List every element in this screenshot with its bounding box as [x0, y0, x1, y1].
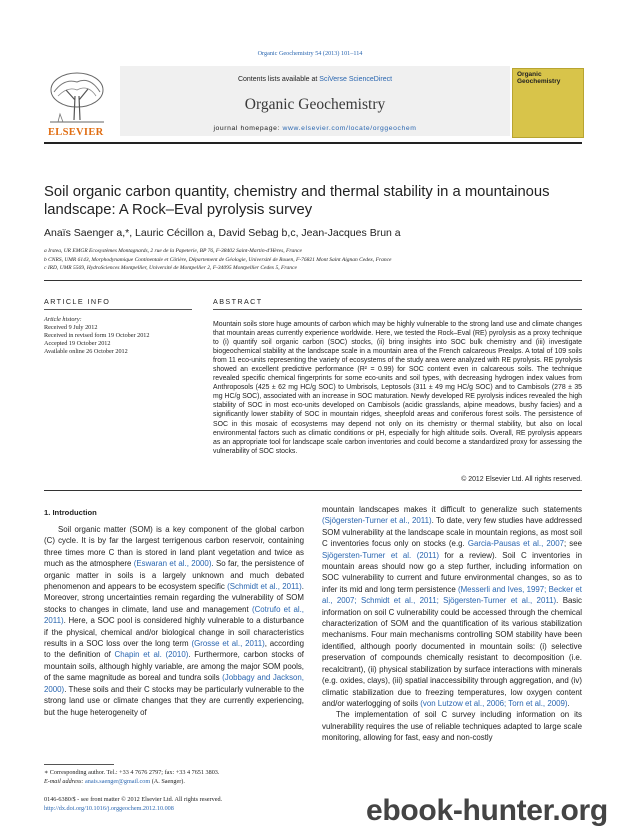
body-text: . Furthermore, carbon stocks of mountain soils, although highly variable, are among the major SOM pools, of the same magnitude as boreal and tundra soils [44, 650, 304, 683]
contents-line [120, 76, 510, 83]
citation-link[interactable]: (von Lutzow et al., 2006; Torn et al., 2009) [420, 698, 568, 708]
masthead-divider [44, 142, 582, 144]
doi-link[interactable]: http://dx.doi.org/10.1016/j.orggeochem.2012.10.008 [44, 804, 174, 812]
citation-link[interactable]: (Jobbagy and Jackson, 2000) [44, 673, 304, 694]
affiliation-c: c IRD, UMR 5569, HydroSciences Montpellier, Université de Montpellier 2, F-34095 Montpellier Cedex 5, France [44, 265, 297, 272]
citation-link[interactable]: Sjögersten-Turner et al. (2011) [322, 550, 439, 560]
history-online: Available online 26 October 2012 [44, 347, 128, 355]
sciencedirect-link[interactable]: SciVerse ScienceDirect [319, 76, 393, 83]
body-text: . [567, 698, 570, 708]
citation-link[interactable]: Garcia-Pausas et al., 2007 [467, 539, 564, 549]
citation-link[interactable]: (Grosse et al., 2011) [191, 639, 265, 649]
publication-meta [44, 796, 324, 814]
journal-citation-link[interactable]: Organic Geochemistry 54 (2013) 101–114 [257, 50, 363, 57]
journal-name: Organic Geochemistry [244, 96, 386, 113]
affiliations [44, 247, 584, 273]
body-column-right [322, 504, 582, 744]
citation-link[interactable]: (Messerli and Ives, 1997; Becker et al., 2007; Schmidt et al., 2011; Sjögersten-Turner et al., 2011) [322, 584, 582, 606]
contents-prefix: Contents lists available at [237, 76, 320, 83]
intro-paragraph-2: The implementation of soil C survey including information on its vulnerability requires the use of reliable techniques adapted to large scale monitoring, allowing for fast, easy and non-costly [322, 710, 582, 743]
abstract-text: Mountain soils store huge amounts of carbon which may be highly vulnerable to the strong land use and climate changes that mountain areas currently experience worldwide. Here, we tested the Rock–Eval (RE) pyrolysis as a proxy technique to (i) quantify soil organic carbon (SOC) stocks, (ii) bring insights into SOC bulk chemistry and (iii) investigate biogeochemical stability at the landscape scale in a mountain area of the French calcareous Prealps. A total of 109 soils from 11 eco-units representing the variety of ecosystems of the study area were analyzed with RE pyrolysis. RE pyrolysis showed an excellent predictive performance (R² = 0.99) for SOC content even in calcareous soils. The technique revealed specific chemical fingerprints for some eco-units and soil types, with decreasing hydrogen index values from Anthroposols (425 ± 62 mg HC/g SOC) to Umbrisols, Leptosols (311 ± 49 mg HC/g SOC) and to Cambisols (278 ± 35 mg HC/g SOC), associated with an increase in SOC maturation. Newly developed RE pyrolysis indices revealed the high stability of SOC in most eco-units developed on Cambisols (acidic grasslands, alpine meadows, bushy facies) and a significantly lower stability of SOC in mountain ridges, sheepfold areas and coniferous forest soils. The persistence of SOC in this mosaic of ecosystems may depend not only on its chemistry or thermal stability, but also on local environmental factors such as climatic conditions or pH, especially for high altitude soils. Overall, RE pyrolysis appears as an appropriate tool for landscape scale carbon inventories and could become a standardized proxy for assessing the vulnerability of SOC stocks. [213, 321, 582, 455]
email-label: E-mail address: [44, 778, 84, 786]
abstract-rule [213, 309, 582, 310]
corresponding-author-footnote [44, 768, 324, 787]
body-text: ; see [563, 539, 582, 549]
email-line [44, 777, 324, 786]
journal-cover-thumbnail [512, 68, 584, 138]
body-text: Soil organic matter (SOM) is a key component of the global carbon (C) cycle. It is by far the largest terrigenous carbon reservoir, containing three times more C than is stored in land plant vegetation and twice as much as the atmosphere [44, 525, 304, 569]
body-text: . Basic information on soil C vulnerability could be accessed through the chemical characterization of SOM and the quantification of its various stabilization mechanisms. Four main mechanisms controlling SOM stability have been identified, although poorly documented in mountain soils: (i) selective preservation of compounds chemically resistant to decomposition (i.e. recalcitrant), (ii) physical stabilization by surface interactions with minerals (e.g. oxides, clays), (iii) spatial inaccessibility through aggregation, and (iv) climatic stabilization due to freezing temperatures, low oxygen content and/or waterlogging of soils [322, 596, 582, 708]
citation-link[interactable]: (Eswaran et al., 2000) [133, 559, 212, 569]
citation-link[interactable]: (Sjögersten-Turner et al., 2011) [322, 516, 432, 526]
history-heading: Article history: [44, 316, 82, 323]
abstract-divider [44, 490, 582, 491]
body-text: . To date, very few studies have addressed SOM vulnerability at the landscape scale in mountain regions, as most soil C inventories focus only on stocks (e.g. [322, 516, 582, 549]
cover-title: Organic Geochemistry [517, 71, 561, 85]
article-history [44, 316, 194, 356]
body-text: , according to the definition of [44, 639, 304, 660]
article-info-rule [44, 309, 192, 310]
watermark: ebook-hunter.org [366, 794, 608, 827]
citation-link[interactable]: (Schmidt et al., 2011) [227, 582, 302, 592]
publisher-name: ELSEVIER [48, 127, 104, 138]
footnote-rule [44, 764, 114, 765]
author-list: Anaïs Saenger a,*, Lauric Cécillon a, David Sebag b,c, Jean-Jacques Brun a [44, 227, 401, 239]
history-accepted: Accepted 19 October 2012 [44, 339, 111, 347]
affiliation-b: b CNRS, UMR 6143, Morphodynamique Continentale et Côtière, Département de Géologie, Université de Rouen, F-76821 Mont Saint Aignan Cedex, France [44, 256, 392, 263]
citation-link[interactable]: Chapin et al. (2010) [114, 650, 189, 660]
history-revised: Received in revised form 19 October 2012 [44, 331, 150, 339]
body-text: . So far, the persistence of organic matter in soils is a largely unknown and much debated phenomenon and appears to be ecosystem specific [44, 559, 304, 592]
intro-paragraph-1 [44, 524, 304, 718]
tree-icon [44, 70, 110, 128]
header-divider [44, 280, 582, 281]
article-info-label: ARTICLE INFO [44, 297, 111, 306]
issn-line: 0146-6380/$ - see front matter © 2012 Elsevier Ltd. All rights reserved. [44, 796, 223, 803]
body-text: for a review). Soil C inventories in mountain areas should now go a step further, including information on SOC vulnerability to current and future environmental changes, so as to infer its mid and long term persistence [322, 550, 582, 594]
affiliation-a: a Irstea, UR EMGR Ecosystèmes Montagnards, 2 rue de la Papeterie, BP 76, F-38402 Saint-Martin-d'Hères, France [44, 248, 302, 254]
body-text: . Here, a SOC pool is considered highly vulnerable to a disturbance if the physical, chemical and/or biological change in soil characteristics results in a SOC loss over the long term [44, 616, 304, 649]
journal-homepage [120, 125, 510, 132]
journal-banner [120, 66, 510, 136]
email-link[interactable]: anais.saenger@gmail.com [85, 778, 151, 786]
journal-masthead [44, 66, 582, 138]
homepage-prefix: journal homepage: [213, 125, 283, 132]
intro-paragraph-continued [322, 504, 582, 709]
copyright-notice: © 2012 Elsevier Ltd. All rights reserved. [461, 476, 582, 483]
homepage-link[interactable]: www.elsevier.com/locate/orggeochem [282, 125, 417, 132]
body-text: . These soils and their C stocks may be particularly vulnerable to the strong land use or climate changes that they are currently experiencing, but the huge heterogeneity of [44, 684, 304, 717]
section-heading-introduction: 1. Introduction [44, 508, 97, 517]
body-column-left [44, 524, 304, 718]
body-text: mountain landscapes makes it difficult to generalize such statements [322, 505, 582, 514]
article-title: Soil organic carbon quantity, chemistry and thermal stability in a mountainous landscape: A Rock–Eval pyrolysis survey [44, 184, 550, 218]
citation-link[interactable]: (Cotrufo et al., 2011) [44, 604, 305, 626]
history-received: Received 9 July 2012 [44, 323, 98, 331]
corresponding-author: ∗ Corresponding author. Tel.: +33 4 7676 2797; fax: +33 4 7651 3803. [44, 769, 220, 776]
body-text: . Moreover, strong uncertainties remain regarding the vulnerability of SOM stocks to changes in climate, land use and management [44, 582, 304, 614]
abstract-label: ABSTRACT [213, 297, 263, 306]
email-suffix: (A. Saenger). [150, 778, 185, 786]
elsevier-tree-logo [44, 70, 110, 136]
